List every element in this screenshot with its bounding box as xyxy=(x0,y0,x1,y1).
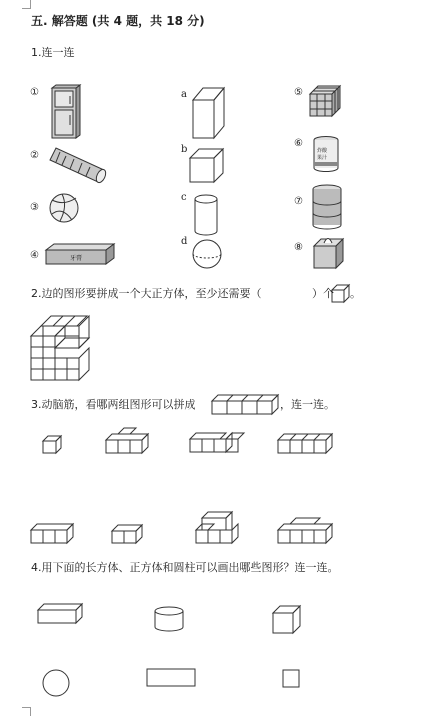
toothpaste-label: 牙膏 xyxy=(70,255,83,262)
tall-cuboid-shape xyxy=(193,88,224,138)
q1-label-c: c xyxy=(181,192,187,203)
q1-label-6: ⑥ xyxy=(294,138,303,149)
cube-shape xyxy=(190,149,223,182)
q3-top-shape-4 xyxy=(278,434,332,453)
q4-square-shape xyxy=(283,670,299,687)
q3-top-shape-3 xyxy=(190,433,244,452)
q1-label-a: a xyxy=(181,89,187,100)
sphere-shape xyxy=(193,240,221,268)
tissue-box-image xyxy=(314,239,343,269)
q3-bottom-shape-2 xyxy=(112,525,142,543)
q3-top-shape-2 xyxy=(106,428,148,453)
q4-circle-shape xyxy=(43,670,69,696)
q3-bottom-shape-1 xyxy=(31,524,73,543)
refrigerator-image xyxy=(52,85,80,138)
unit-cube-icon xyxy=(332,285,349,302)
q1-label-4: ④ xyxy=(30,250,39,261)
q1-label-7: ⑦ xyxy=(294,196,303,207)
q1-label-b: b xyxy=(181,144,188,155)
rolled-tube-image xyxy=(50,148,108,184)
q1-label-3: ③ xyxy=(30,202,39,213)
q4-rectangle-shape xyxy=(147,669,195,686)
q4-cube-shape xyxy=(273,606,300,633)
q2-prompt-a: 2.边的图形要拼成一个大正方体，至少还需要（ xyxy=(31,287,262,300)
q1-label-8: ⑧ xyxy=(294,242,303,253)
q1-label-d: d xyxy=(181,236,188,247)
can-label-1: 炸酸 xyxy=(317,148,328,154)
q2-prompt-end: 。 xyxy=(350,287,361,300)
juice-can-image xyxy=(314,137,338,172)
volleyball-image xyxy=(50,194,78,222)
q1-prompt: 1.连一连 xyxy=(31,46,75,59)
q4-cuboid-shape xyxy=(38,604,82,623)
q3-bottom-shape-4 xyxy=(278,518,332,543)
q4-prompt: 4.用下面的长方体、正方体和圆柱可以画出哪些图形？连一连。 xyxy=(31,561,339,574)
section-title: 五. 解答题 (共 4 题，共 18 分) xyxy=(31,14,205,28)
target-bar-shape xyxy=(212,395,278,414)
q3-prompt-a: 3.动脑筋，看哪两组图形可以拼成 xyxy=(31,398,196,411)
q3-bottom-shape-3 xyxy=(196,512,238,543)
q3-prompt-b: ，连一连。 xyxy=(280,398,335,411)
q1-label-1: ① xyxy=(30,87,39,98)
rubiks-cube-image xyxy=(310,86,340,116)
q2-prompt-b: ）个 xyxy=(312,287,334,300)
stacked-cubes-figure xyxy=(31,316,89,380)
q4-cylinder-shape xyxy=(155,607,183,631)
cylinder-shape xyxy=(195,195,217,235)
oil-barrel-image xyxy=(313,185,341,229)
can-label-2: 果汁 xyxy=(317,155,328,161)
q1-label-5: ⑤ xyxy=(294,87,303,98)
q1-label-2: ② xyxy=(30,150,39,161)
q3-top-shape-1 xyxy=(43,436,61,453)
